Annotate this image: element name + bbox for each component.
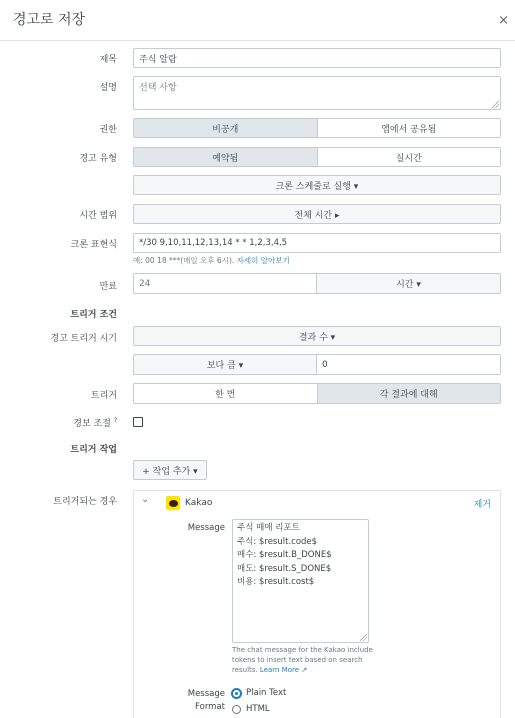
title-label: 제목 bbox=[99, 55, 117, 65]
trigger-when-dropdown[interactable]: 결과 수 ▾ bbox=[133, 326, 501, 346]
time-range-label: 시간 범위 bbox=[79, 211, 117, 221]
remove-action-link[interactable]: 제거 bbox=[473, 500, 491, 510]
add-action-dropdown[interactable]: + 작업 추가 ▾ bbox=[133, 460, 207, 480]
cron-schedule-dropdown[interactable]: 크론 스케줄로 실행 ▾ bbox=[133, 175, 501, 195]
format-plain-text-radio[interactable] bbox=[232, 689, 241, 698]
description-label: 설명 bbox=[99, 83, 117, 93]
throttle-checkbox[interactable] bbox=[133, 417, 143, 427]
alert-type-realtime-option[interactable]: 실시간 bbox=[317, 148, 501, 166]
message-help-results: results. bbox=[232, 666, 258, 674]
expire-unit-dropdown[interactable]: 시간 ▾ bbox=[316, 273, 501, 294]
permission-private-option[interactable]: 비공개 bbox=[134, 119, 317, 137]
title-input[interactable] bbox=[133, 48, 501, 68]
message-line: 매도: $result.S_DONE$ bbox=[237, 563, 332, 574]
external-link-icon[interactable]: ↗ bbox=[301, 666, 308, 674]
trigger-label: 트리거 bbox=[90, 391, 117, 401]
permission-label: 권한 bbox=[99, 125, 117, 135]
cron-help-text bbox=[133, 255, 290, 266]
throttle-label-text: 경보 조절 bbox=[73, 419, 111, 429]
alert-type-toggle bbox=[133, 147, 501, 167]
permission-toggle bbox=[133, 118, 501, 138]
throttle-label bbox=[0, 416, 117, 429]
cron-expression-value: */30 9,10,11,12,13,14 * * 1,2,3,4,5 bbox=[139, 238, 288, 248]
message-textarea[interactable] bbox=[232, 519, 369, 643]
message-format-label bbox=[134, 688, 225, 714]
description-textarea[interactable] bbox=[133, 76, 501, 110]
message-label: Message bbox=[187, 523, 225, 533]
dialog-header bbox=[0, 0, 515, 41]
trigger-action-heading: 트리거 작업 bbox=[70, 445, 117, 455]
dialog-title: 경고로 저장 bbox=[13, 12, 86, 28]
chevron-down-icon[interactable]: ⌄ bbox=[141, 494, 150, 505]
trigger-once-option[interactable]: 한 번 bbox=[134, 384, 317, 403]
permission-app-shared-option[interactable]: 앱에서 공유됨 bbox=[317, 119, 501, 137]
format-plain-text-label[interactable]: Plain Text bbox=[246, 688, 287, 698]
trigger-each-result-option[interactable]: 각 결과에 대해 bbox=[317, 384, 501, 403]
description-placeholder: 선택 사항 bbox=[139, 83, 177, 93]
kakao-action-panel bbox=[133, 490, 501, 718]
cron-learn-more-link[interactable]: 자세히 알아보기 bbox=[236, 256, 290, 265]
format-html-radio[interactable] bbox=[232, 705, 241, 714]
message-line: 주식: $result.code$ bbox=[237, 536, 318, 547]
compare-value-input[interactable] bbox=[316, 354, 501, 375]
action-name: Kakao bbox=[185, 498, 213, 508]
time-range-button[interactable]: 전체 시간 ▸ bbox=[133, 204, 501, 224]
message-line: 주식 매매 리포트 bbox=[237, 523, 300, 533]
compare-value: 0 bbox=[322, 359, 328, 370]
expire-value: 24 bbox=[139, 278, 151, 289]
message-help-text bbox=[232, 645, 382, 675]
alert-type-label: 경고 유형 bbox=[79, 154, 117, 164]
learn-more-link[interactable]: Learn More bbox=[259, 666, 300, 674]
compare-operator-dropdown[interactable]: 보다 큼 ▾ bbox=[133, 354, 317, 375]
cron-expression-label: 크론 표현식 bbox=[70, 240, 117, 250]
message-help-line: tokens to insert text based on search bbox=[232, 656, 363, 664]
trigger-condition-heading: 트리거 조건 bbox=[70, 310, 117, 320]
expire-label: 만료 bbox=[99, 282, 117, 292]
close-icon[interactable]: × bbox=[498, 13, 509, 28]
cron-expression-input[interactable] bbox=[133, 233, 501, 253]
title-input-value: 주식 알람 bbox=[139, 54, 177, 65]
expire-input[interactable] bbox=[133, 273, 317, 294]
cron-help-example: 예: 00 18 ***(매일 오후 6시). bbox=[133, 256, 235, 265]
message-help-line: The chat message for the Kakao include bbox=[232, 646, 373, 654]
resize-handle-icon[interactable] bbox=[360, 634, 367, 641]
alert-type-scheduled-option[interactable]: 예약됨 bbox=[134, 148, 317, 166]
trigger-toggle bbox=[133, 383, 501, 404]
trigger-when-label: 경고 트리거 시기 bbox=[50, 334, 117, 344]
message-format-label-line: Message bbox=[187, 689, 225, 699]
message-line: 매수: $result.B_DONE$ bbox=[237, 550, 332, 560]
format-html-label[interactable]: HTML bbox=[246, 704, 270, 714]
help-icon[interactable]: ? bbox=[113, 417, 117, 424]
message-help-line bbox=[232, 665, 382, 675]
message-format-label-line: Format bbox=[195, 702, 225, 712]
when-triggered-label: 트리거되는 경우 bbox=[53, 497, 117, 507]
message-line: 비용: $result.cost$ bbox=[237, 577, 315, 587]
kakao-icon bbox=[166, 496, 180, 510]
resize-handle-icon[interactable] bbox=[492, 101, 499, 108]
